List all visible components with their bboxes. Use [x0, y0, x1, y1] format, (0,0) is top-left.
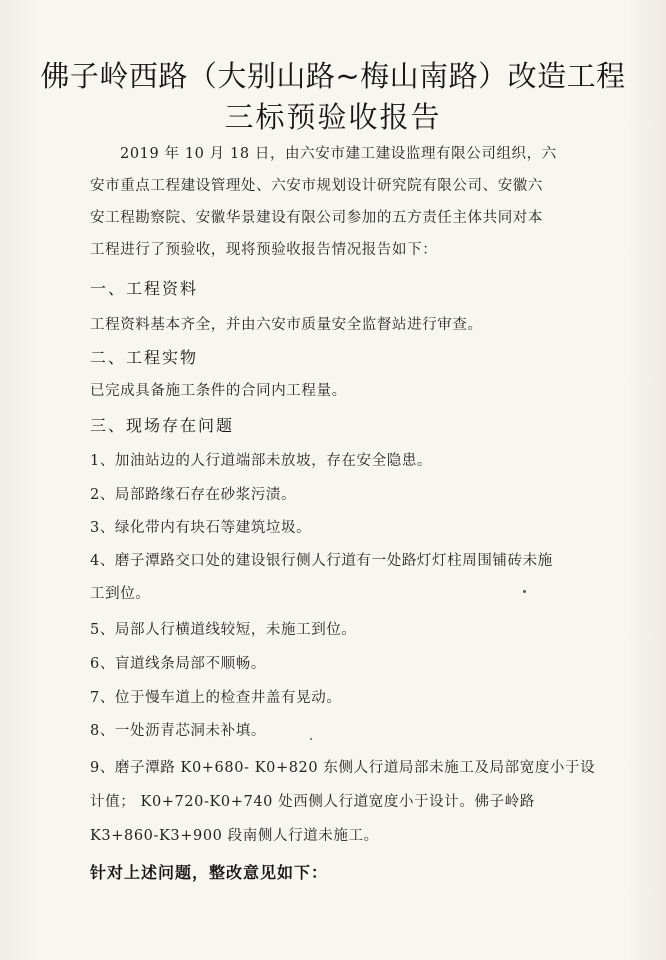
issue-item-1: 1、加油站边的人行道端部未放坡，存在安全隐患。 [90, 453, 433, 469]
issue-item-6: 6、盲道线条局部不顺畅。 [90, 656, 266, 672]
scan-speck [523, 590, 526, 593]
issue-item-9: 9、磨子潭路 K0+680- K0+820 东侧人行道局部未施工及局部宽度小于设 [90, 760, 596, 776]
issue-item-8: 8、一处沥青芯洞未补填。 [90, 723, 266, 739]
document-title-line1: 佛子岭西路（大别山路~梅山南路）改造工程 [40, 59, 626, 93]
issue-item-9-line3: K3+860-K3+900 段南侧人行道未施工。 [90, 828, 379, 844]
issue-item-4-continued: 工到位。 [90, 586, 151, 602]
document-title-line2: 三标预验收报告 [224, 100, 442, 134]
issue-item-2: 2、局部路缘石存在砂浆污渍。 [90, 487, 297, 503]
intro-line-4: 工程进行了预验收，现将预验收报告情况报告如下： [90, 242, 438, 258]
closing-statement: 针对上述问题，整改意见如下： [90, 863, 329, 882]
section-heading-issues: 三、现场存在问题 [90, 416, 235, 435]
intro-line-3: 安工程勘察院、安徽华景建设有限公司参加的五方责任主体共同对本 [90, 210, 543, 226]
issue-item-4: 4、磨子潭路交口处的建设银行侧人行道有一处路灯灯柱周围铺砖未施 [90, 553, 553, 569]
issue-item-5: 5、局部人行横道线较短，未施工到位。 [90, 622, 357, 638]
issue-item-3: 3、绿化带内有块石等建筑垃圾。 [90, 520, 312, 536]
section-physical-text: 已完成具备施工条件的合同内工程量。 [90, 383, 347, 399]
section-heading-materials: 一、工程资料 [90, 279, 199, 298]
intro-line-1: 2019 年 10 月 18 日，由六安市建工建设监理有限公司组织，六 [120, 146, 557, 162]
scan-speck [310, 738, 312, 740]
section-materials-text: 工程资料基本齐全，并由六安市质量安全监督站进行审查。 [90, 317, 483, 333]
section-heading-physical: 二、工程实物 [90, 348, 199, 367]
intro-line-2: 安市重点工程建设管理处、六安市规划设计研究院有限公司、安徽六 [90, 178, 543, 194]
issue-item-7: 7、位于慢车道上的检查井盖有晃动。 [90, 690, 342, 706]
issue-item-9-line2: 计值； K0+720-K0+740 处西侧人行道宽度小于设计。佛子岭路 [90, 794, 535, 810]
